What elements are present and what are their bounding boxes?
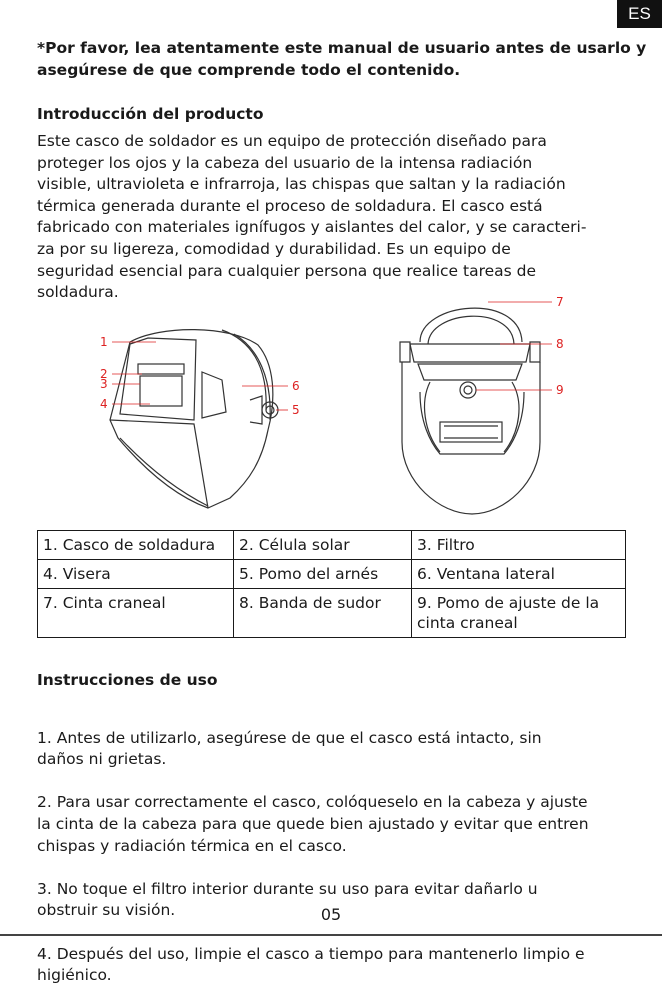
- product-intro-heading: Introducción del producto: [37, 105, 264, 123]
- callout-9: 9: [556, 383, 564, 397]
- table-cell: 6. Ventana lateral: [412, 560, 626, 589]
- parts-table: [37, 530, 626, 638]
- callout-5: 5: [292, 403, 300, 417]
- table-cell: 1. Casco de soldadura: [38, 531, 234, 560]
- callout-8: 8: [556, 337, 564, 351]
- table-cell: 9. Pomo de ajuste de la cinta craneal: [412, 589, 626, 638]
- table-row: [38, 589, 626, 638]
- table-cell: 8. Banda de sudor: [234, 589, 412, 638]
- callout-4: 4: [100, 397, 108, 411]
- table-cell: 3. Filtro: [412, 531, 626, 560]
- language-badge: ES: [617, 0, 662, 28]
- helmet-front-view-figure: [380, 282, 580, 520]
- list-item: 1. Antes de utilizarlo, asegúrese de que el casco está intacto, sin daños ni grietas.: [37, 728, 542, 769]
- list-item: 3. No toque el filtro interior durante su uso para evitar dañarlo u obstruir su visión.: [37, 879, 538, 920]
- usage-heading: Instrucciones de uso: [37, 671, 218, 689]
- page-number: 05: [320, 905, 342, 924]
- usage-instructions-list: [37, 706, 629, 1008]
- table-row: [38, 531, 626, 560]
- list-item: 4. Después del uso, limpie el casco a tiempo para mantenerlo limpio e higiénico.: [37, 944, 585, 985]
- callout-7: 7: [556, 295, 564, 309]
- table-cell: 4. Visera: [38, 560, 234, 589]
- table-cell: 7. Cinta craneal: [38, 589, 234, 638]
- callout-1: 1: [100, 335, 108, 349]
- product-intro-text: Este casco de soldador es un equipo de protección diseñado para proteger los ojos y la cabeza del usuario de la intensa radiación visible, ultravioleta e infrarroja, las chispas que saltan y la radiación térmica generada durante el proceso de soldadura. El casco está fabricado con materiales ignífugos y aislantes del calor, y se caracteri- za por su ligereza, comodidad y durabilidad. Es un equipo de seguridad esencial para cualquier persona que realice tareas de soldadura.: [37, 132, 587, 302]
- table-cell: 2. Célula solar: [234, 531, 412, 560]
- list-item: 2. Para usar correctamente el casco, colóqueselo en la cabeza y ajuste la cinta de la cabeza para que quede bien ajustado y evitar que entren chispas y radiación térmica en el casco.: [37, 793, 589, 855]
- callout-6: 6: [292, 379, 300, 393]
- helmet-side-view-figure: [90, 320, 310, 510]
- callout-2: 2: [100, 367, 108, 381]
- table-cell: 5. Pomo del arnés: [234, 560, 412, 589]
- table-row: [38, 560, 626, 589]
- callout-3: 3: [100, 377, 108, 391]
- read-manual-warning: *Por favor, lea atentamente este manual de usuario antes de usarlo y asegúrese de que comprende todo el contenido.: [37, 39, 647, 79]
